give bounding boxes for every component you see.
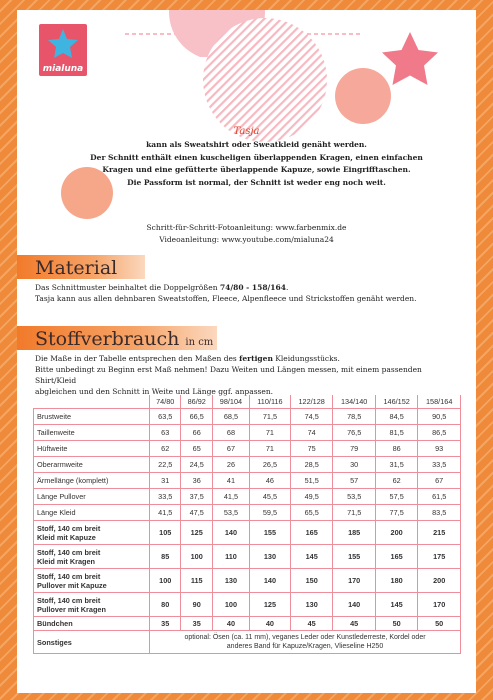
fabric-row <box>34 545 461 569</box>
measure-value: 66,5 <box>181 409 212 425</box>
measure-value: 46 <box>249 473 290 489</box>
measure-value: 65,5 <box>290 505 332 521</box>
measure-value: 71,5 <box>333 505 375 521</box>
measure-value: 71 <box>249 441 290 457</box>
buendchen-row <box>34 617 461 631</box>
fabric-label <box>34 545 150 569</box>
fabric-value: 145 <box>290 545 332 569</box>
stoff-line-3: abgleichen und den Schnitt in Weite und Länge ggf. anpassen. <box>35 387 274 396</box>
measure-value: 93 <box>418 441 461 457</box>
measure-value: 24,5 <box>181 457 212 473</box>
measure-value: 36 <box>181 473 212 489</box>
logo <box>39 24 87 76</box>
measure-value: 78,5 <box>333 409 375 425</box>
table-row <box>34 489 461 505</box>
measure-label: Länge Pullover <box>34 489 150 505</box>
measure-value: 77,5 <box>375 505 417 521</box>
measure-value: 51,5 <box>290 473 332 489</box>
buendchen-value: 35 <box>181 617 212 631</box>
fabric-value: 165 <box>290 521 332 545</box>
fabric-value: 155 <box>249 521 290 545</box>
material-text <box>35 282 465 304</box>
measure-value: 22,5 <box>150 457 181 473</box>
fabric-value: 180 <box>375 569 417 593</box>
fabric-value: 215 <box>418 521 461 545</box>
size-header: 158/164 <box>418 395 461 409</box>
size-header: 146/152 <box>375 395 417 409</box>
fabric-value: 145 <box>375 593 417 617</box>
stoff-heading-text: Stoffverbrauch <box>35 328 180 350</box>
material-line-1 <box>35 282 465 293</box>
fabric-value: 90 <box>181 593 212 617</box>
fabric-label-line-2: Kleid mit Kapuze <box>37 532 96 542</box>
fabric-value: 140 <box>333 593 375 617</box>
measure-value: 57 <box>333 473 375 489</box>
size-header: 134/140 <box>333 395 375 409</box>
salmon-circle <box>335 68 391 124</box>
material-line-1-suffix: . <box>285 283 289 292</box>
measure-value: 67 <box>418 473 461 489</box>
fabric-label-line-1: Stoff, 140 cm breit <box>37 547 101 557</box>
buendchen-value: 40 <box>249 617 290 631</box>
measure-label: Taillenweite <box>34 425 150 441</box>
fabric-label-line-1: Stoff, 140 cm breit <box>37 571 101 581</box>
sonstiges-note <box>150 631 461 654</box>
fabric-value: 140 <box>212 521 249 545</box>
measure-value: 71,5 <box>249 409 290 425</box>
measure-value: 65 <box>181 441 212 457</box>
measure-value: 63,5 <box>150 409 181 425</box>
fabric-value: 175 <box>418 545 461 569</box>
buendchen-value: 45 <box>333 617 375 631</box>
measure-value: 79 <box>333 441 375 457</box>
material-heading: Material <box>35 257 118 279</box>
stoff-heading <box>35 328 213 350</box>
fabric-value: 100 <box>212 593 249 617</box>
measure-value: 47,5 <box>181 505 212 521</box>
measure-value: 68,5 <box>212 409 249 425</box>
measure-label: Hüftweite <box>34 441 150 457</box>
fabric-value: 200 <box>418 569 461 593</box>
material-heading-band <box>17 255 145 279</box>
stoff-line-2: Bitte unbedingt zu Beginn erst Maß nehmen! Dazu Weiten und Längen messen, mit einem passenden Shirt/Kleid <box>35 365 422 385</box>
fabric-label-line-2: Pullover mit Kragen <box>37 604 106 614</box>
measure-label: Oberarmweite <box>34 457 150 473</box>
content-sheet <box>17 10 476 693</box>
measure-value: 26 <box>212 457 249 473</box>
measure-value: 84,5 <box>375 409 417 425</box>
fabric-label-line-2: Pullover mit Kapuze <box>37 580 107 590</box>
fabric-row <box>34 569 461 593</box>
table-row <box>34 473 461 489</box>
measure-value: 41,5 <box>150 505 181 521</box>
fabric-label-line-2: Kleid mit Kragen <box>37 556 95 566</box>
stoff-line-1-suffix: Kleidungsstücks. <box>272 354 340 363</box>
measure-value: 33,5 <box>418 457 461 473</box>
buendchen-value: 40 <box>212 617 249 631</box>
intro-text <box>77 139 436 189</box>
fabric-label <box>34 521 150 545</box>
fabric-label <box>34 593 150 617</box>
measure-value: 30 <box>333 457 375 473</box>
stoff-line-1-prefix: Die Maße in der Tabelle entsprechen den Maßen des <box>35 354 240 363</box>
fabric-value: 100 <box>150 569 181 593</box>
measure-value: 57,5 <box>375 489 417 505</box>
measure-value: 33,5 <box>150 489 181 505</box>
fabric-value: 130 <box>290 593 332 617</box>
video-guide-link[interactable]: Videoanleitung: www.youtube.com/mialuna24 <box>159 235 334 244</box>
stoff-line-1-bold: fertigen <box>239 354 273 363</box>
measure-value: 31 <box>150 473 181 489</box>
intro-line: Kragen und eine gefütterte überlappende Kapuze, sowie Eingrifftaschen. <box>102 165 411 174</box>
fabric-value: 80 <box>150 593 181 617</box>
measure-value: 86 <box>375 441 417 457</box>
fabric-value: 170 <box>418 593 461 617</box>
stoff-text <box>35 353 465 397</box>
fabric-value: 200 <box>375 521 417 545</box>
star-icon <box>47 28 79 60</box>
measure-value: 63 <box>150 425 181 441</box>
fabric-row <box>34 593 461 617</box>
size-table <box>33 395 461 654</box>
measure-value: 83,5 <box>418 505 461 521</box>
measure-label: Ärmellänge (komplett) <box>34 473 150 489</box>
table-header-row <box>34 395 461 409</box>
photo-guide-link[interactable]: Schritt-für-Schritt-Fotoanleitung: www.farbenmix.de <box>146 223 347 232</box>
pattern-title: Tasja <box>233 126 260 137</box>
fabric-value: 125 <box>249 593 290 617</box>
measure-value: 71 <box>249 425 290 441</box>
measure-value: 28,5 <box>290 457 332 473</box>
star-shape <box>382 32 438 85</box>
size-header: 110/116 <box>249 395 290 409</box>
fabric-value: 130 <box>249 545 290 569</box>
measure-value: 45,5 <box>249 489 290 505</box>
measure-value: 61,5 <box>418 489 461 505</box>
table-row <box>34 441 461 457</box>
fabric-value: 105 <box>150 521 181 545</box>
buendchen-value: 35 <box>150 617 181 631</box>
measure-value: 41,5 <box>212 489 249 505</box>
size-header: 74/80 <box>150 395 181 409</box>
fabric-value: 170 <box>333 569 375 593</box>
measure-value: 66 <box>181 425 212 441</box>
fabric-value: 150 <box>290 569 332 593</box>
size-header: 86/92 <box>181 395 212 409</box>
measure-value: 31,5 <box>375 457 417 473</box>
measure-value: 49,5 <box>290 489 332 505</box>
buendchen-value: 50 <box>375 617 417 631</box>
measure-label: Länge Kleid <box>34 505 150 521</box>
sonstiges-line-2: anderes Band für Kapuze/Kragen, Vlieseline H250 <box>226 643 384 650</box>
material-sizes: 74/80 - 158/164 <box>219 283 286 292</box>
header-corner <box>34 395 150 409</box>
measure-label: Brustweite <box>34 409 150 425</box>
fabric-value: 155 <box>333 545 375 569</box>
size-header: 122/128 <box>290 395 332 409</box>
measure-value: 81,5 <box>375 425 417 441</box>
fabric-value: 185 <box>333 521 375 545</box>
measure-value: 75 <box>290 441 332 457</box>
fabric-row <box>34 521 461 545</box>
fabric-label-line-1: Stoff, 140 cm breit <box>37 595 101 605</box>
size-header: 98/104 <box>212 395 249 409</box>
buendchen-value: 45 <box>290 617 332 631</box>
fabric-value: 130 <box>212 569 249 593</box>
table-row <box>34 457 461 473</box>
fabric-value: 85 <box>150 545 181 569</box>
sonstiges-label: Sonstiges <box>34 631 150 654</box>
measure-value: 62 <box>150 441 181 457</box>
buendchen-value: 50 <box>418 617 461 631</box>
fabric-value: 140 <box>249 569 290 593</box>
fabric-value: 100 <box>181 545 212 569</box>
measure-value: 62 <box>375 473 417 489</box>
measure-value: 74,5 <box>290 409 332 425</box>
measure-value: 37,5 <box>181 489 212 505</box>
measure-value: 59,5 <box>249 505 290 521</box>
measure-value: 53,5 <box>333 489 375 505</box>
fabric-label-line-1: Stoff, 140 cm breit <box>37 523 101 533</box>
sonstiges-row <box>34 631 461 654</box>
measure-value: 67 <box>212 441 249 457</box>
brand-name: mialuna <box>42 64 84 74</box>
fabric-value: 125 <box>181 521 212 545</box>
stoff-unit: in cm <box>185 337 214 348</box>
measure-value: 68 <box>212 425 249 441</box>
sonstiges-line-1: optional: Ösen (ca. 11 mm), veganes Leder oder Kunstlederreste, Kordel oder <box>184 634 426 641</box>
striped-circle <box>203 18 327 142</box>
fabric-value: 115 <box>181 569 212 593</box>
material-line-2: Tasja kann aus allen dehnbaren Sweatstoffen, Fleece, Alpenfleece und Strickstoffen genäht werden. <box>35 294 417 303</box>
measure-value: 74 <box>290 425 332 441</box>
measure-value: 90,5 <box>418 409 461 425</box>
fabric-label <box>34 569 150 593</box>
measure-value: 86,5 <box>418 425 461 441</box>
fabric-value: 165 <box>375 545 417 569</box>
stoff-heading-band <box>17 326 217 350</box>
links <box>17 222 476 246</box>
table-row <box>34 409 461 425</box>
table-row <box>34 505 461 521</box>
measure-value: 76,5 <box>333 425 375 441</box>
fabric-value: 110 <box>212 545 249 569</box>
measure-value: 26,5 <box>249 457 290 473</box>
intro-line: Der Schnitt enthält einen kuscheligen überlappenden Kragen, einen einfachen <box>90 152 423 162</box>
table-row <box>34 425 461 441</box>
buendchen-label: Bündchen <box>34 617 150 631</box>
measure-value: 53,5 <box>212 505 249 521</box>
stoff-line-1 <box>35 353 465 364</box>
intro-line: Die Passform ist normal, der Schnitt ist weder eng noch weit. <box>127 177 386 187</box>
measure-value: 41 <box>212 473 249 489</box>
material-line-1-prefix: Das Schnittmuster beinhaltet die Doppelgrößen <box>35 283 220 292</box>
intro-line: kann als Sweatshirt oder Sweatkleid genäht werden. <box>146 140 367 149</box>
